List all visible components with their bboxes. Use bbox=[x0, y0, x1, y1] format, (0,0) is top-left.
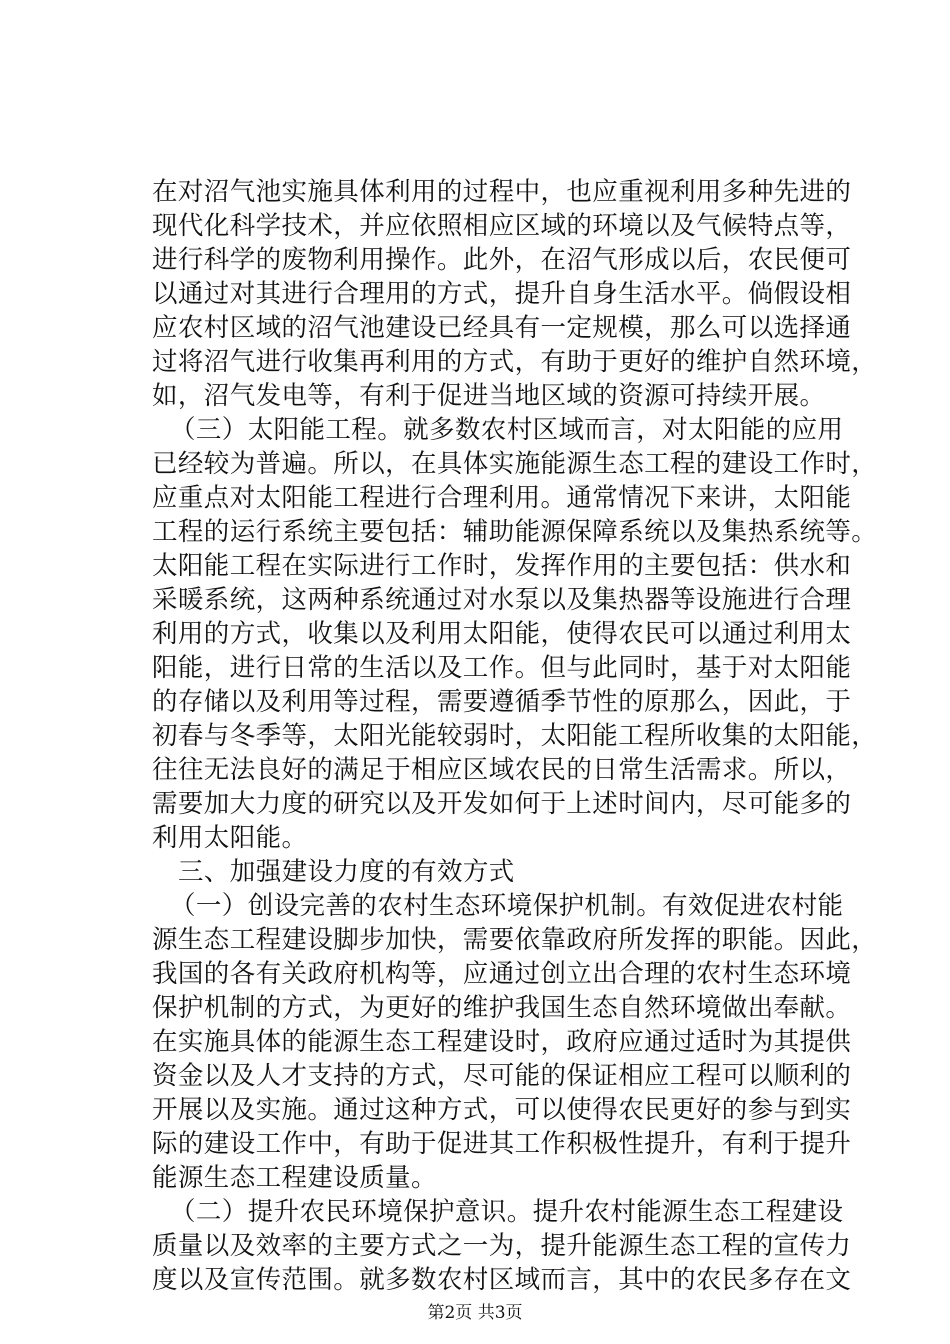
body-text-line: 我国的各有关政府机构等，应通过创立出合理的农村生态环境 bbox=[152, 959, 852, 989]
section-paragraph-start: （三）太阳能工程。就多数农村区域而言，对太阳能的应用 bbox=[170, 415, 844, 445]
body-text-line: 过将沼气进行收集再利用的方式，有助于更好的维护自然环境， bbox=[152, 347, 878, 377]
section-paragraph-start: （一）创设完善的农村生态环境保护机制。有效促进农村能 bbox=[170, 891, 844, 921]
section-paragraph-start: （二）提升农民环境保护意识。提升农村能源生态工程建设 bbox=[170, 1197, 844, 1227]
body-text-line: 开展以及实施。通过这种方式，可以使得农民更好的参与到实 bbox=[152, 1095, 852, 1125]
body-text-line: 现代化科学技术，并应依照相应区域的环境以及气候特点等， bbox=[152, 211, 852, 241]
body-text-line: 在对沼气池实施具体利用的过程中，也应重视利用多种先进的 bbox=[152, 177, 852, 207]
body-text-line: 质量以及效率的主要方式之一为，提升能源生态工程的宣传力 bbox=[152, 1231, 852, 1261]
body-text-line: 源生态工程建设脚步加快，需要依靠政府所发挥的职能。因此， bbox=[152, 925, 878, 955]
body-text-line: 利用的方式，收集以及利用太阳能，使得农民可以通过利用太 bbox=[152, 619, 852, 649]
body-text-line: 资金以及人才支持的方式，尽可能的保证相应工程可以顺利的 bbox=[152, 1061, 852, 1091]
body-text-line: 已经较为普遍。所以，在具体实施能源生态工程的建设工作时， bbox=[152, 449, 878, 479]
body-text-line: 的存储以及利用等过程，需要遵循季节性的原那么，因此，于 bbox=[152, 687, 852, 717]
body-text-line: 工程的运行系统主要包括：辅助能源保障系统以及集热系统等。 bbox=[152, 517, 878, 547]
body-text-line: 应重点对太阳能工程进行合理利用。通常情况下来讲，太阳能 bbox=[152, 483, 852, 513]
body-text-line: 利用太阳能。 bbox=[152, 823, 308, 853]
body-text-line: 阳能，进行日常的生活以及工作。但与此同时，基于对太阳能 bbox=[152, 653, 852, 683]
body-text-line: 能源生态工程建设质量。 bbox=[152, 1163, 437, 1193]
page-number-footer: 第2页 共3页 bbox=[427, 1303, 523, 1323]
body-text-line: 在实施具体的能源生态工程建设时，政府应通过适时为其提供 bbox=[152, 1027, 852, 1057]
body-text-line: 初春与冬季等，太阳光能较弱时，太阳能工程所收集的太阳能， bbox=[152, 721, 878, 751]
section-heading: 三、加强建设力度的有效方式 bbox=[178, 857, 515, 887]
body-text-line: 采暖系统，这两种系统通过对水泵以及集热器等设施进行合理 bbox=[152, 585, 852, 615]
body-text-line: 应农村区域的沼气池建设已经具有一定规模，那么可以选择通 bbox=[152, 313, 852, 343]
body-text-line: 往往无法良好的满足于相应区域农民的日常生活需求。所以， bbox=[152, 755, 852, 785]
body-text-line: 需要加大力度的研究以及开发如何于上述时间内，尽可能多的 bbox=[152, 789, 852, 819]
body-text-line: 际的建设工作中，有助于促进其工作积极性提升，有利于提升 bbox=[152, 1129, 852, 1159]
body-text-line: 保护机制的方式，为更好的维护我国生态自然环境做出奉献。 bbox=[152, 993, 852, 1023]
body-text-line: 度以及宣传范围。就多数农村区域而言，其中的农民多存在文 bbox=[152, 1265, 852, 1295]
body-text-line: 以通过对其进行合理用的方式，提升自身生活水平。倘假设相 bbox=[152, 279, 852, 309]
body-text-line: 如，沼气发电等，有利于促进当地区域的资源可持续开展。 bbox=[152, 381, 826, 411]
body-text-line: 进行科学的废物利用操作。此外，在沼气形成以后，农民便可 bbox=[152, 245, 852, 275]
body-text-line: 太阳能工程在实际进行工作时，发挥作用的主要包括：供水和 bbox=[152, 551, 852, 581]
